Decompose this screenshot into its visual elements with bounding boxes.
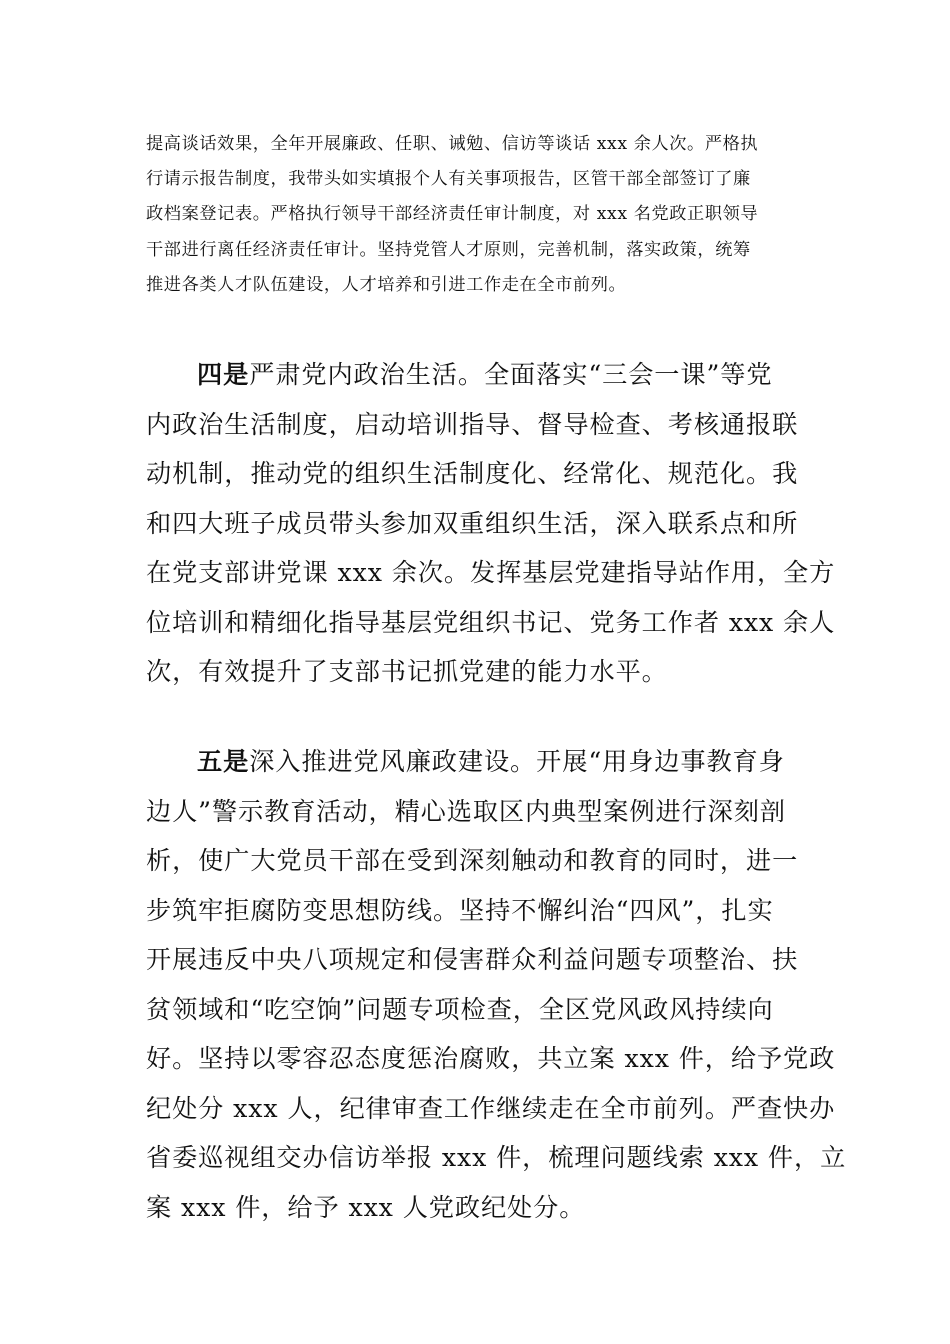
paragraph-line: 行请示报告制度，我带头如实填报个人有关事项报告，区管干部全部签订了廉 <box>146 169 751 190</box>
paragraph-line: 好。坚持以零容忍态度惩治腐败，共立案 xxx 件，给予党政 <box>146 1044 836 1073</box>
paragraph-line: 干部进行离任经济责任审计。坚持党管人才原则，完善机制，落实政策，统筹 <box>146 239 751 260</box>
paragraph-line: 边人”警示教育活动，精心选取区内典型案例进行深刻剖 <box>146 796 786 826</box>
paragraph-line: 位培训和精细化指导基层党组织书记、党务工作者 xxx 余人 <box>146 607 836 637</box>
paragraph-line: 在党支部讲党课 xxx 余次。发挥基层党建指导站作用，全方 <box>146 558 836 587</box>
paragraph-line: 纪处分 xxx 人，纪律审查工作继续走在全市前列。严查快办 <box>146 1093 836 1123</box>
section-lead: 四是 <box>197 359 250 389</box>
paragraph-first-line <box>146 350 811 400</box>
paragraph-line: 省委巡视组交办信访举报 xxx 件，梳理问题线索 xxx 件，立 <box>146 1143 847 1172</box>
paragraph-line: 开展违反中央八项规定和侵害群众利益问题专项整治、扶 <box>146 945 799 974</box>
paragraph-line: 步筑牢拒腐防变思想防线。坚持不懈纠治“四风”，扎实 <box>146 895 774 925</box>
section-first-line-text: 深入推进党风廉政建设。开展“用身边事教育身 <box>249 747 785 776</box>
section-first-line-text: 严肃党内政治生活。全面落实“三会一课”等党 <box>249 360 773 389</box>
paragraph-line: 动机制，推动党的组织生活制度化、经常化、规范化。我 <box>146 459 799 488</box>
section-lead: 五是 <box>197 746 250 776</box>
paragraph-line: 内政治生活制度，启动培训指导、督导检查、考核通报联 <box>146 409 799 439</box>
paragraph-line: 政档案登记表。严格执行领导干部经济责任审计制度，对 xxx 名党政正职领导 <box>146 204 759 225</box>
paragraph-line: 析，使广大党员干部在受到深刻触动和教育的同时，进一 <box>146 846 799 875</box>
section-four-paragraph <box>146 350 836 697</box>
paragraph-line: 推进各类人才队伍建设，人才培养和引进工作走在全市前列。 <box>146 274 627 295</box>
paragraph-line: 次，有效提升了支部书记抓党建的能力水平。 <box>146 657 668 686</box>
section-five-paragraph <box>146 737 847 1232</box>
paragraph-line: 贫领域和“吃空饷”问题专项检查，全区党风政风持续向 <box>146 994 774 1024</box>
paragraph-line: 提高谈话效果，全年开展廉政、任职、诫勉、信访等谈话 xxx 余人次。严格执 <box>146 134 759 154</box>
intro-paragraph <box>146 127 811 303</box>
paragraph-line: 案 xxx 件，给予 xxx 人党政纪处分。 <box>146 1192 586 1222</box>
paragraph-line: 和四大班子成员带头参加双重组织生活，深入联系点和所 <box>146 508 799 538</box>
paragraph-first-line <box>146 737 811 787</box>
